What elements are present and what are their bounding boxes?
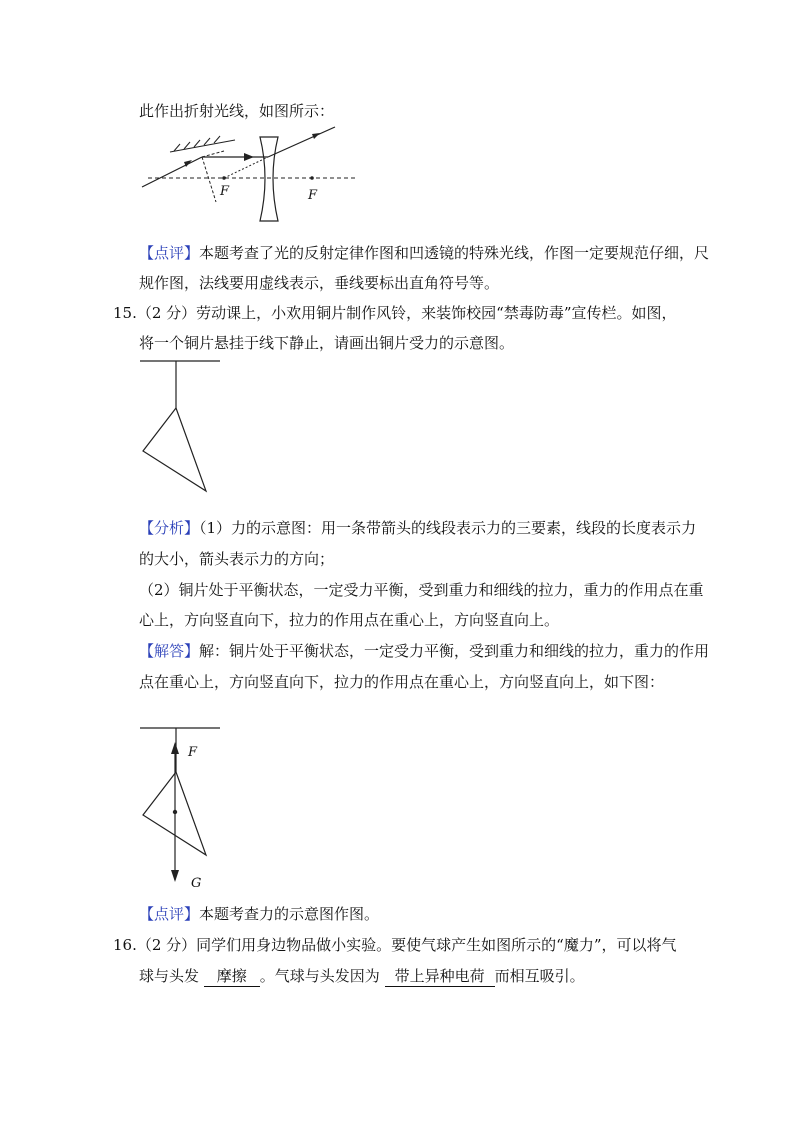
question-15-line2: 将一个铜片悬挂于线下静止，请画出铜片受力的示意图。 [139,334,515,352]
question-16-line2: 球与头发 摩擦 。气球与头发因为 带上异种电荷 而相互吸引。 [139,967,585,985]
comment-15-line: 【点评】本题考查力的示意图作图。 [139,905,380,923]
refracted-ray [268,127,335,157]
question-number: 15. [113,304,137,322]
mirror-hatching [174,136,220,151]
lens-ray-diagram [140,125,370,230]
copper-plate [143,408,206,491]
normal-line [202,157,216,202]
analysis-tag: 【分析】 [139,519,200,537]
focus-point-left [222,176,226,180]
question-15-line1: 15.（2 分）劳动课上，小欢用铜片制作风铃，来装饰校园“禁毒防毒”宣传栏。如图， [113,304,677,322]
answer-15-line2: 点在重心上，方向竖直向下，拉力的作用点在重心上，方向竖直向上，如下图： [139,673,665,691]
question-number: 16. [113,936,137,954]
analysis-15-line2: 的大小，箭头表示力的方向； [139,550,335,568]
comment-tag: 【点评】 [139,244,200,262]
hanging-plate-diagram [138,358,228,498]
answer-blank-2: 带上异种电荷 [385,966,495,987]
answer-15-line1: 【解答】解：铜片处于平衡状态，一定受力平衡，受到重力和细线的拉力，重力的作用 [139,642,710,660]
incident-ray [142,157,202,187]
continued-answer-text: 此作出折射光线，如图所示： [139,102,335,120]
answer-blank-1: 摩擦 [204,966,260,987]
focus-point-right [310,176,314,180]
force-label-f: F [188,745,198,760]
mirror-surface [170,140,235,152]
question-16-line1: 16.（2 分）同学们用身边物品做小实验。要使气球产生如图所示的“魔力”，可以将气 [113,936,677,954]
force-label-g: G [191,876,202,891]
focus-label-left: F [220,184,230,199]
comment-14-line2: 规作图，法线要用虚线表示，垂线要标出直角符号等。 [139,274,500,292]
force-diagram [138,722,238,897]
concave-lens [260,137,278,221]
analysis-15-line3: （2）铜片处于平衡状态，一定受力平衡，受到重力和细线的拉力，重力的作用点在重 [139,581,704,599]
analysis-15-line4: 心上，方向竖直向下，拉力的作用点在重心上，方向竖直向上。 [139,611,560,629]
comment-tag: 【点评】 [139,905,200,923]
focus-label-right: F [308,188,318,203]
analysis-15-line1: 【分析】（1）力的示意图：用一条带箭头的线段表示力的三要素，线段的长度表示力 [139,519,697,537]
comment-14-line1: 【点评】本题考查了光的反射定律作图和凹透镜的特殊光线，作图一定要规范仔细，尺 [139,244,710,262]
answer-tag: 【解答】 [139,642,200,660]
